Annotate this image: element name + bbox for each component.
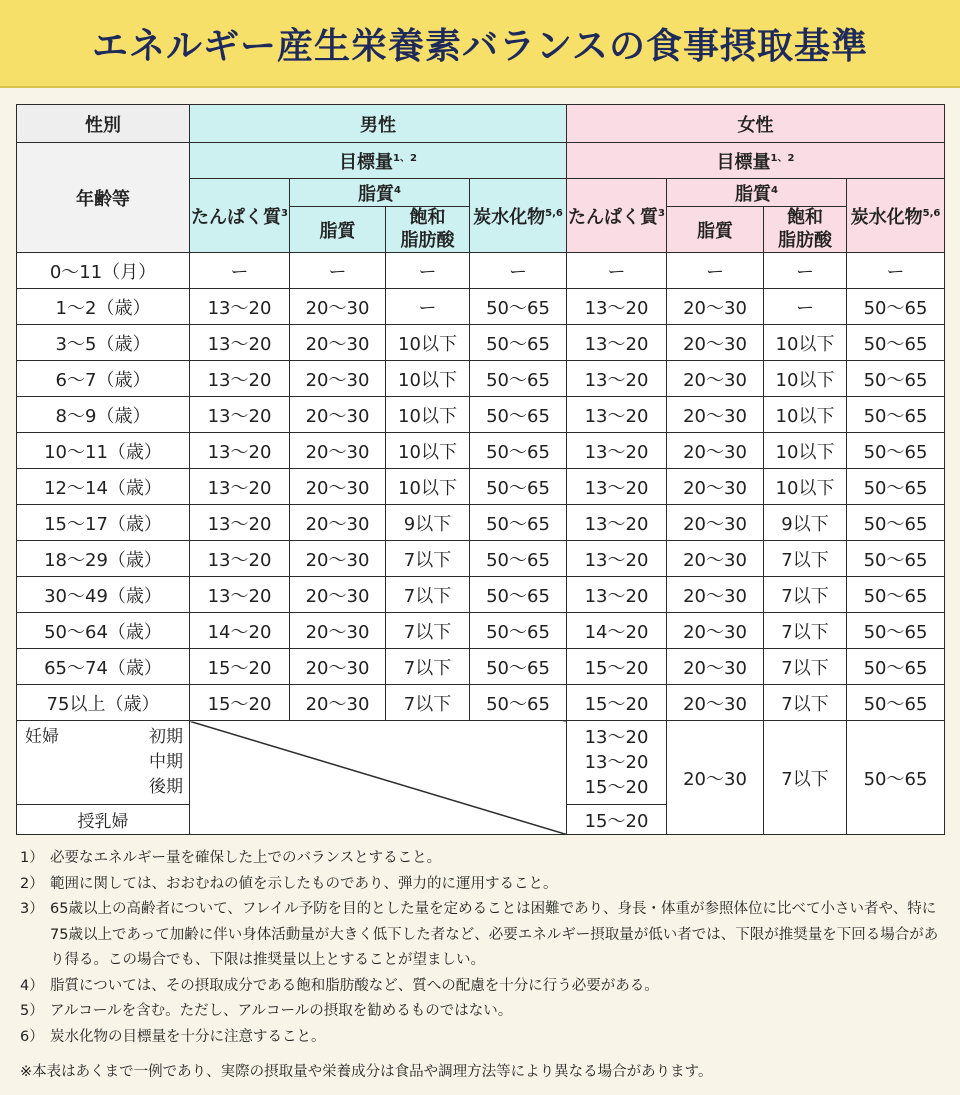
female-value-cell: 50〜65 (847, 289, 945, 325)
female-fat-header: 脂質 (667, 207, 764, 253)
male-value-cell: 50〜65 (470, 361, 567, 397)
age-cell: 65〜74（歳） (17, 649, 190, 685)
male-value-cell: 13〜20 (190, 397, 290, 433)
male-fat-group-header: 脂質$^4$ (290, 179, 470, 207)
male-value-cell: 20〜30 (290, 469, 386, 505)
age-cell: 30〜49（歳） (17, 577, 190, 613)
table-row (17, 361, 945, 397)
male-value-cell: 13〜20 (190, 433, 290, 469)
male-value-cell: 50〜65 (470, 469, 567, 505)
female-fat-group-header: 脂質$^4$ (667, 179, 847, 207)
male-value-cell: 7以下 (386, 541, 470, 577)
footnote-text: アルコールを含む。ただし、アルコールの摂取を勧めるものではない。 (50, 1003, 513, 1019)
male-value-cell: 13〜20 (190, 541, 290, 577)
pregnant-protein-cell: 13〜20 13〜20 15〜20 (567, 721, 667, 805)
male-value-cell: 7以下 (386, 649, 470, 685)
female-value-cell: 50〜65 (847, 613, 945, 649)
female-value-cell: 10以下 (764, 325, 847, 361)
female-value-cell: 13〜20 (567, 397, 667, 433)
male-value-cell: 13〜20 (190, 577, 290, 613)
male-value-cell: 50〜65 (470, 541, 567, 577)
male-value-cell: 20〜30 (290, 361, 386, 397)
female-value-cell: 20〜30 (667, 577, 764, 613)
female-value-cell: 20〜30 (667, 469, 764, 505)
male-value-cell: 10以下 (386, 397, 470, 433)
female-value-cell: 13〜20 (567, 577, 667, 613)
male-value-cell: 50〜65 (470, 613, 567, 649)
female-value-cell: 13〜20 (567, 325, 667, 361)
table-row (17, 397, 945, 433)
female-value-cell: 13〜20 (567, 433, 667, 469)
title-banner (0, 0, 960, 88)
female-value-cell: ー (567, 253, 667, 289)
age-header: 年齢等 (17, 143, 190, 253)
male-value-cell: 20〜30 (290, 397, 386, 433)
male-value-cell: 20〜30 (290, 541, 386, 577)
footnote-text: 65歳以上の高齢者について、フレイル予防を目的とした量を定めることは困難であり、身長・体重が参照体位に比べて小さい者や、特に75歳以上であって加齢に伴い身体活動量が大きく低下した者など、必要エネルギー摂取量が低い者では、下限が推奨量を下回る場合があり得る。この場合でも、下限は推奨量以上とすることが望ましい。 (50, 901, 939, 968)
female-value-cell: 10以下 (764, 433, 847, 469)
female-value-cell: 13〜20 (567, 469, 667, 505)
pregnant-satfat-cell: 7以下 (764, 721, 847, 835)
male-value-cell: ー (290, 253, 386, 289)
male-value-cell: 50〜65 (470, 505, 567, 541)
table-row (17, 685, 945, 721)
female-value-cell: 13〜20 (567, 289, 667, 325)
female-value-cell: 20〜30 (667, 289, 764, 325)
age-cell: 50〜64（歳） (17, 613, 190, 649)
age-cell: 3〜5（歳） (17, 325, 190, 361)
female-value-cell: 13〜20 (567, 505, 667, 541)
female-value-cell: 10以下 (764, 361, 847, 397)
sex-header: 性別 (17, 105, 190, 143)
female-value-cell: ー (764, 289, 847, 325)
female-value-cell: 50〜65 (847, 325, 945, 361)
early-label: 初期 (149, 727, 183, 747)
female-value-cell: 50〜65 (847, 433, 945, 469)
female-value-cell: ー (764, 253, 847, 289)
female-value-cell: 13〜20 (567, 541, 667, 577)
late-label: 後期 (149, 777, 183, 797)
female-value-cell: 15〜20 (567, 685, 667, 721)
male-value-cell: ー (190, 253, 290, 289)
footnote-item (20, 872, 950, 898)
female-value-cell: 50〜65 (847, 649, 945, 685)
age-cell: 15〜17（歳） (17, 505, 190, 541)
male-value-cell: ー (470, 253, 567, 289)
female-value-cell: 14〜20 (567, 613, 667, 649)
male-value-cell: 10以下 (386, 361, 470, 397)
female-value-cell: 7以下 (764, 541, 847, 577)
female-value-cell: 50〜65 (847, 469, 945, 505)
footnote-text: 範囲に関しては、おおむねの値を示したものであり、弾力的に運用すること。 (50, 875, 558, 892)
male-value-cell: 10以下 (386, 469, 470, 505)
table-row (17, 649, 945, 685)
male-value-cell: 7以下 (386, 685, 470, 721)
female-value-cell: 7以下 (764, 613, 847, 649)
female-value-cell: 50〜65 (847, 361, 945, 397)
female-carb-header: 炭水化物$^{5,6}$ (847, 179, 945, 253)
female-value-cell: 20〜30 (667, 325, 764, 361)
lactating-label: 授乳婦 (17, 805, 190, 835)
footnote-item (20, 974, 950, 1000)
male-value-cell: 10以下 (386, 325, 470, 361)
female-value-cell: 20〜30 (667, 361, 764, 397)
male-fat-header: 脂質 (290, 207, 386, 253)
footnote-number: 5） (20, 1003, 44, 1019)
table-row (17, 433, 945, 469)
table-row (17, 325, 945, 361)
male-satfat-header: 飽和 脂肪酸 (386, 207, 470, 253)
footnote-text: 必要なエネルギー量を確保した上でのバランスとすること。 (50, 850, 442, 866)
male-value-cell: 14〜20 (190, 613, 290, 649)
footnote-number: 2） (20, 875, 44, 892)
footnote-text: 脂質については、その摂取成分である飽和脂肪酸など、質への配慮を十分に行う必要がある。 (50, 977, 659, 994)
male-value-cell: 50〜65 (470, 577, 567, 613)
age-cell: 18〜29（歳） (17, 541, 190, 577)
pregnant-label-cell (17, 721, 190, 805)
female-value-cell: 20〜30 (667, 613, 764, 649)
female-satfat-header: 飽和 脂肪酸 (764, 207, 847, 253)
male-value-cell: 7以下 (386, 613, 470, 649)
male-value-cell: 50〜65 (470, 289, 567, 325)
female-value-cell: 20〜30 (667, 685, 764, 721)
female-value-cell: 20〜30 (667, 505, 764, 541)
male-value-cell: 13〜20 (190, 325, 290, 361)
female-value-cell: ー (667, 253, 764, 289)
male-value-cell: ー (386, 289, 470, 325)
female-value-cell: 50〜65 (847, 685, 945, 721)
female-value-cell: 50〜65 (847, 541, 945, 577)
pregnant-fat-cell: 20〜30 (667, 721, 764, 835)
female-value-cell: 50〜65 (847, 397, 945, 433)
female-protein-header: たんぱく質$^3$ (567, 179, 667, 253)
pregnant-carb-cell: 50〜65 (847, 721, 945, 835)
male-value-cell: 15〜20 (190, 649, 290, 685)
age-cell: 1〜2（歳） (17, 289, 190, 325)
remark: ※本表はあくまで一例であり、実際の摂取量や栄養成分は食品や調理方法等により異なる場合があります。 (20, 1064, 713, 1080)
footnote-number: 1） (20, 850, 44, 866)
female-value-cell: 7以下 (764, 649, 847, 685)
male-header: 男性 (190, 105, 567, 143)
age-cell: 0〜11（月） (17, 253, 190, 289)
table-row (17, 469, 945, 505)
age-cell: 10〜11（歳） (17, 433, 190, 469)
female-value-cell: ー (847, 253, 945, 289)
table-row (17, 577, 945, 613)
age-cell: 12〜14（歳） (17, 469, 190, 505)
page-title: エネルギー産生栄養素バランスの食事摂取基準 (92, 25, 868, 67)
female-value-cell: 20〜30 (667, 649, 764, 685)
female-value-cell: 10以下 (764, 469, 847, 505)
female-value-cell: 20〜30 (667, 397, 764, 433)
male-value-cell: 20〜30 (290, 289, 386, 325)
male-value-cell: 20〜30 (290, 325, 386, 361)
female-value-cell: 15〜20 (567, 649, 667, 685)
nutrition-table (16, 104, 945, 835)
male-value-cell: 20〜30 (290, 613, 386, 649)
footnote-item (20, 1025, 950, 1051)
footnote-item (20, 999, 950, 1025)
female-value-cell: 9以下 (764, 505, 847, 541)
table-row (17, 505, 945, 541)
male-value-cell: 50〜65 (470, 649, 567, 685)
male-value-cell: 7以下 (386, 577, 470, 613)
male-value-cell: 15〜20 (190, 685, 290, 721)
male-value-cell: 20〜30 (290, 577, 386, 613)
female-value-cell: 20〜30 (667, 541, 764, 577)
male-protein-header: たんぱく質$^3$ (190, 179, 290, 253)
male-value-cell: 20〜30 (290, 685, 386, 721)
female-value-cell: 7以下 (764, 577, 847, 613)
male-value-cell: 13〜20 (190, 289, 290, 325)
male-value-cell: 50〜65 (470, 325, 567, 361)
table-row (17, 253, 945, 289)
footnote-item (20, 897, 950, 974)
footnote-text: 炭水化物の目標量を十分に注意すること。 (50, 1028, 326, 1045)
male-value-cell: 20〜30 (290, 505, 386, 541)
footnote-number: 3） (20, 901, 44, 917)
female-value-cell: 20〜30 (667, 433, 764, 469)
male-value-cell: ー (386, 253, 470, 289)
pregnant-label: 妊婦 (25, 727, 59, 747)
age-cell: 8〜9（歳） (17, 397, 190, 433)
male-target-header: 目標量$^{1、2}$ (190, 143, 567, 179)
female-value-cell: 50〜65 (847, 577, 945, 613)
female-header: 女性 (567, 105, 945, 143)
male-value-cell: 50〜65 (470, 685, 567, 721)
footnote-item (20, 846, 950, 872)
table-row (17, 541, 945, 577)
female-value-cell: 50〜65 (847, 505, 945, 541)
table-row (17, 289, 945, 325)
lactating-protein-cell: 15〜20 (567, 805, 667, 835)
age-cell: 6〜7（歳） (17, 361, 190, 397)
female-value-cell: 7以下 (764, 685, 847, 721)
male-empty-diagonal (190, 721, 567, 835)
male-value-cell: 10以下 (386, 433, 470, 469)
footnote-number: 4） (20, 977, 44, 994)
age-cell: 75以上（歳） (17, 685, 190, 721)
male-value-cell: 13〜20 (190, 469, 290, 505)
male-value-cell: 13〜20 (190, 361, 290, 397)
female-value-cell: 10以下 (764, 397, 847, 433)
female-target-header: 目標量$^{1、2}$ (567, 143, 945, 179)
male-value-cell: 20〜30 (290, 649, 386, 685)
footnotes (20, 846, 950, 1086)
table-row (17, 613, 945, 649)
male-value-cell: 20〜30 (290, 433, 386, 469)
male-value-cell: 13〜20 (190, 505, 290, 541)
footnote-number: 6） (20, 1028, 44, 1045)
male-carb-header: 炭水化物$^{5,6}$ (470, 179, 567, 253)
male-value-cell: 50〜65 (470, 397, 567, 433)
female-value-cell: 13〜20 (567, 361, 667, 397)
male-value-cell: 9以下 (386, 505, 470, 541)
mid-label: 中期 (149, 752, 183, 772)
male-value-cell: 50〜65 (470, 433, 567, 469)
